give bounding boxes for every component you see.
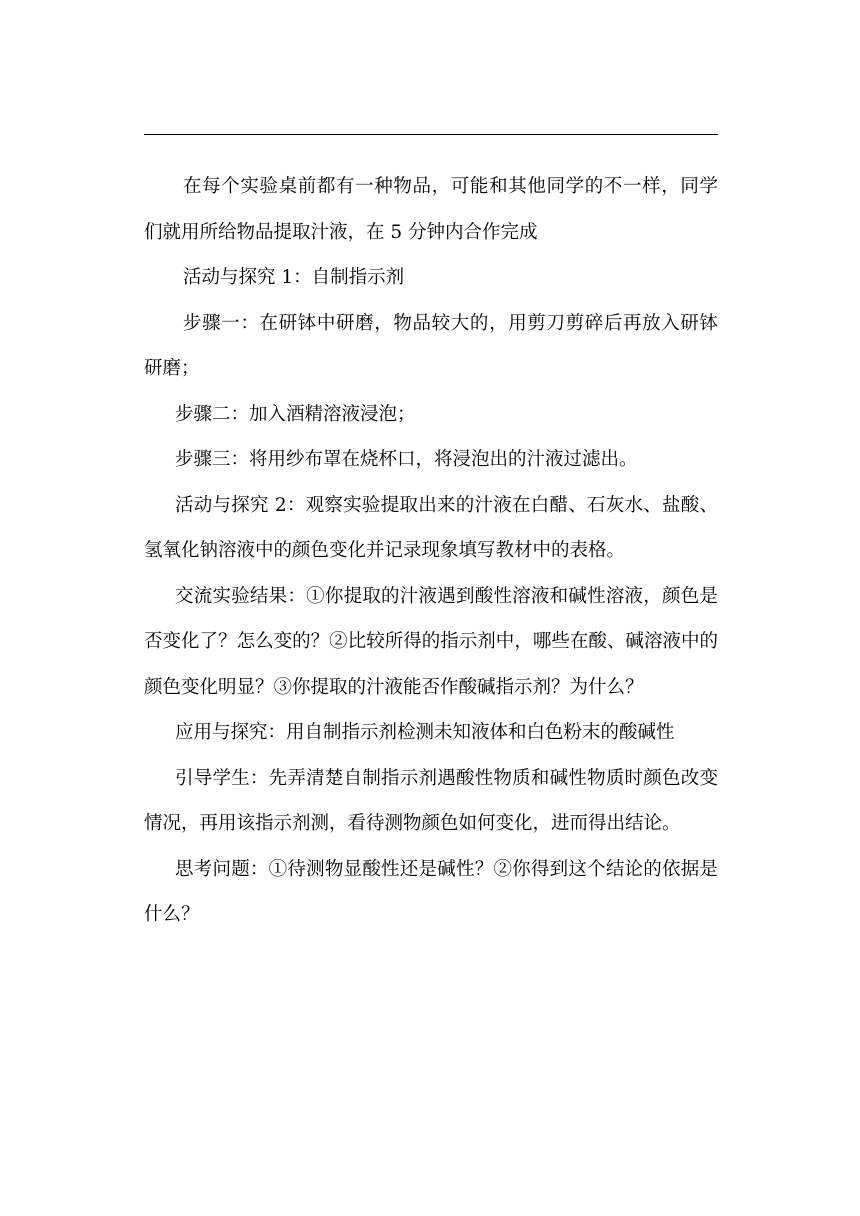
paragraph-step-3: 步骤三：将用纱布罩在烧杯口，将浸泡出的汁液过滤出。 bbox=[175, 449, 638, 470]
paragraph-step-1: 步骤一：在研钵中研磨，物品较大的，用剪刀剪碎后再放入研钵研磨； bbox=[144, 312, 718, 379]
paragraph-step-2: 步骤二：加入酒精溶液浸泡； bbox=[175, 403, 416, 425]
paragraph-questions: 思考问题：①待测物显酸性还是碱性？②你得到这个结论的依据是什么？ bbox=[144, 858, 718, 925]
paragraph-guidance: 引导学生：先弄清楚自制指示剂遇酸性物质和碱性物质时颜色改变情况，再用该指示剂测，看待测物颜色如何变化，进而得出结论。 bbox=[144, 767, 718, 834]
paragraph-activity-1-heading: 活动与探究 1：自制指示剂 bbox=[183, 267, 405, 288]
document-body bbox=[144, 164, 718, 938]
paragraph-activity-2: 活动与探究 2：观察实验提取出来的汁液在白醋、石灰水、盐酸、氢氧化钠溶液中的颜色变化并记录现象填写教材中的表格。 bbox=[144, 494, 718, 561]
paragraph-application: 应用与探究：用自制指示剂检测未知液体和白色粉末的酸碱性 bbox=[175, 722, 675, 743]
paragraph-intro: 在每个实验桌前都有一种物品，可能和其他同学的不一样，同学们就用所给物品提取汁液，在 5 分钟内合作完成 bbox=[144, 176, 718, 243]
paragraph-exchange-results: 交流实验结果：①你提取的汁液遇到酸性溶液和碱性溶液，颜色是否变化了？怎么变的？②比较所得的指示剂中，哪些在酸、碱溶液中的颜色变化明显？③你提取的汁液能否作酸碱指示剂？为什么？ bbox=[144, 585, 718, 698]
header-rule bbox=[144, 134, 718, 135]
